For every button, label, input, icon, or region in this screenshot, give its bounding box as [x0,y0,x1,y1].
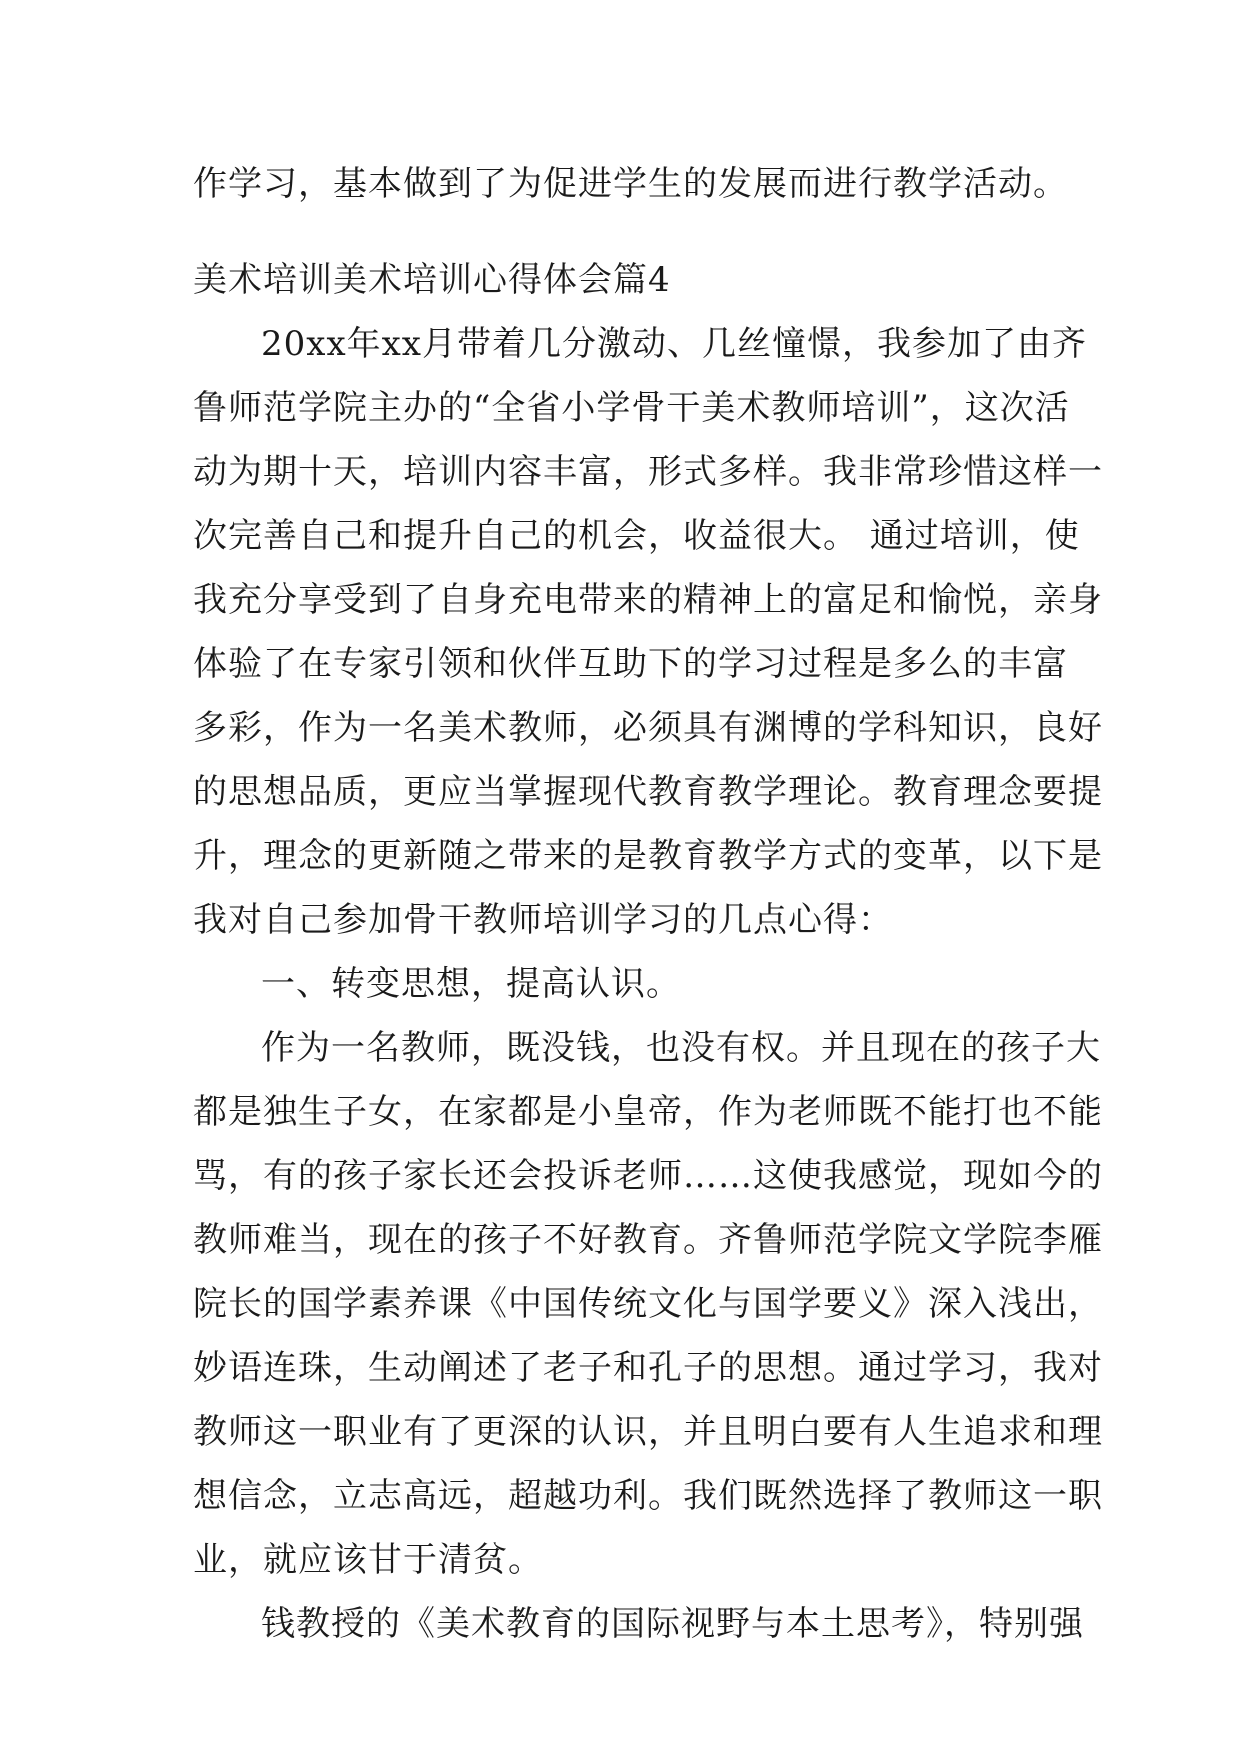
paragraph-line: 我对自己参加骨干教师培训学习的几点心得： [193,900,893,940]
paragraph-line: 妙语连珠，生动阐述了老子和孔子的思想。通过学习，我对 [193,1348,1103,1388]
paragraph-line: 教师这一职业有了更深的认识，并且明白要有人生追求和理 [193,1412,1103,1452]
paragraph-2 [193,952,1053,1016]
paragraph-4 [193,1592,1084,1656]
paragraph-line: 都是独生子女，在家都是小皇帝，作为老师既不能打也不能 [193,1092,1103,1132]
paragraph-line: 升，理念的更新随之带来的是教育教学方式的变革，以下是 [193,836,1103,876]
paragraph-line: 作为一名教师，既没钱，也没有权。并且现在的孩子大 [261,1028,1101,1068]
paragraph-1 [193,312,1103,952]
paragraph-line: 20xx年xx月带着几分激动、几丝憧憬，我参加了由齐 [261,324,1087,364]
continued-paragraph-line: 作学习，基本做到了为促进学生的发展而进行教学活动。 [193,164,1068,204]
paragraph-line: 一、转变思想，提高认识。 [261,964,681,1004]
paragraph-line: 的思想品质，更应当掌握现代教育教学理论。教育理念要提 [193,772,1103,812]
paragraph-3 [193,1016,1103,1592]
paragraph-line: 体验了在专家引领和伙伴互助下的学习过程是多么的丰富 [193,644,1068,684]
paragraph-line: 鲁师范学院主办的“全省小学骨干美术教师培训”，这次活 [193,388,1070,428]
section-heading: 美术培训美术培训心得体会篇4 [193,260,671,300]
paragraph-line: 业，就应该甘于清贫。 [193,1540,543,1580]
paragraph-line: 钱教授的《美术教育的国际视野与本土思考》，特别强 [261,1604,1084,1644]
paragraph-line: 教师难当，现在的孩子不好教育。齐鲁师范学院文学院李雁 [193,1220,1103,1260]
paragraph-line: 次完善自己和提升自己的机会，收益很大。 通过培训，使 [193,516,1080,556]
document-page [193,152,1103,1656]
paragraph-line: 想信念，立志高远，超越功利。我们既然选择了教师这一职 [193,1476,1103,1516]
paragraph-line: 多彩，作为一名美术教师，必须具有渊博的学科知识，良好 [193,708,1103,748]
paragraph-line: 骂，有的孩子家长还会投诉老师……这使我感觉，现如今的 [193,1156,1103,1196]
paragraph-line: 动为期十天，培训内容丰富，形式多样。我非常珍惜这样一 [193,452,1103,492]
paragraph-line: 院长的国学素养课《中国传统文化与国学要义》深入浅出， [193,1284,1103,1324]
paragraph-line: 我充分享受到了自身充电带来的精神上的富足和愉悦，亲身 [193,580,1103,620]
